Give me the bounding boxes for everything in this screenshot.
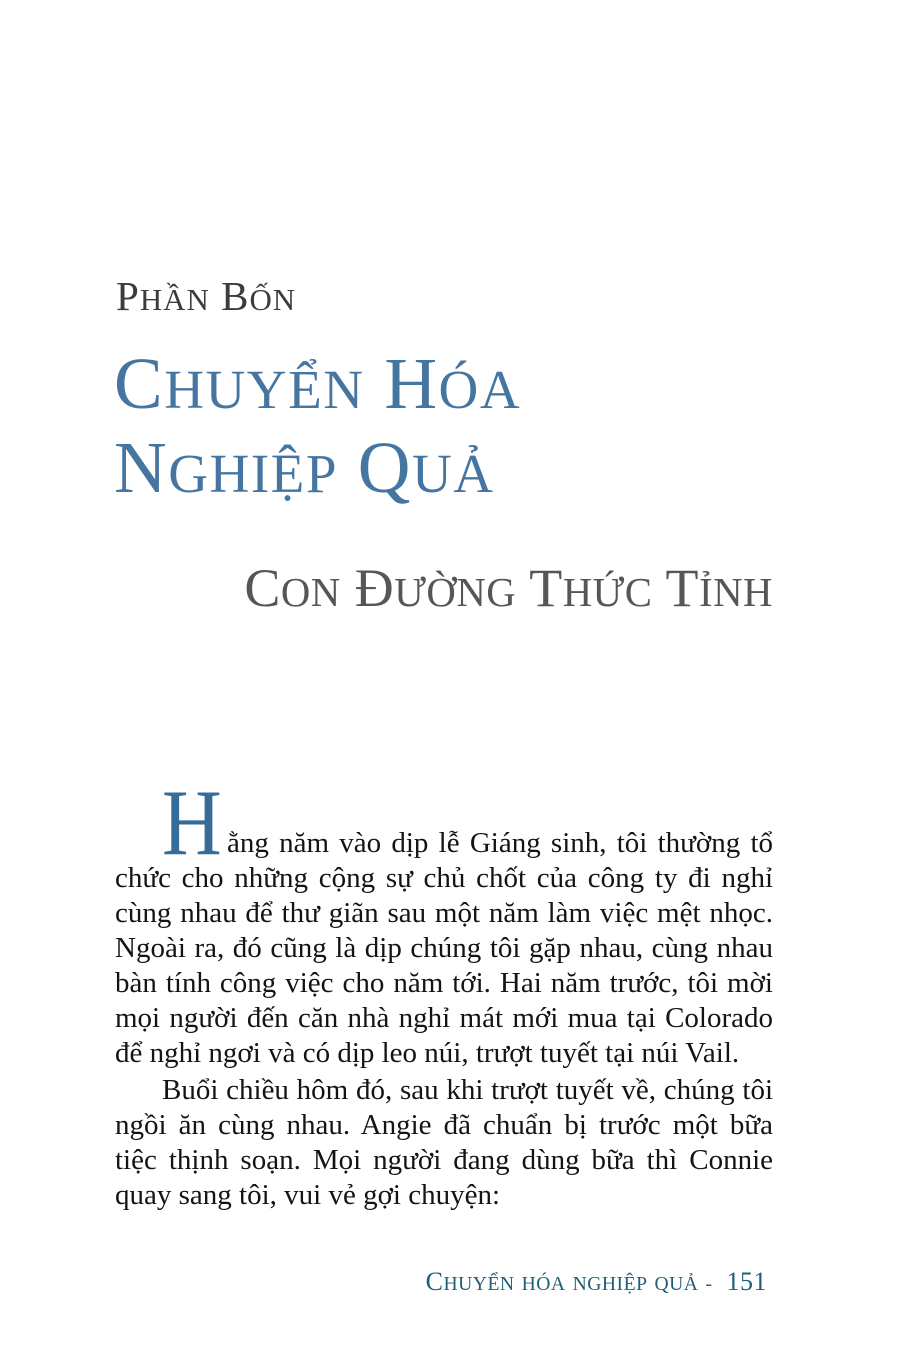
chapter-title-line2: NGHIỆP QUẢ: [114, 427, 495, 508]
chapter-subtitle: CON ĐƯỜNG THỨC TỈNH: [244, 558, 773, 618]
paragraph-1-text: ằng năm vào dịp lễ Giáng sinh, tôi thường tổ chức cho những cộng sự chủ chốt của công ty đi nghỉ cùng nhau để thư giãn sau một năm làm việc mệt nhọc. Ngoài ra, đó cũng là dịp chúng tôi gặp nhau, cùng nhau bàn tính công việc cho năm tới. Hai năm trước, tôi mời mọi người đến căn nhà nghỉ mát mới mua tại Colorado để nghỉ ngơi và có dịp leo núi, trượt tuyết tại núi Vail.: [115, 827, 773, 1069]
chapter-title: [114, 345, 521, 513]
body-text: [115, 771, 773, 1213]
running-title: CHUYỂN HÓA NGHIỆP QUẢ -: [425, 1267, 713, 1296]
paragraph-1: [115, 771, 773, 1071]
section-label: PHẦN BỐN: [116, 273, 297, 319]
chapter-title-line1: CHUYỂN HÓA: [114, 343, 522, 424]
page-number: 151: [726, 1267, 767, 1296]
drop-cap-initial: H: [162, 771, 222, 875]
page-footer: [115, 1267, 767, 1297]
paragraph-2: Buổi chiều hôm đó, sau khi trượt tuyết về, chúng tôi ngồi ăn cùng nhau. Angie đã chuẩn bị trước một bữa tiệc thịnh soạn. Mọi người đang dùng bữa thì Connie quay sang tôi, vui vẻ gợi chuyện:: [115, 1074, 773, 1211]
